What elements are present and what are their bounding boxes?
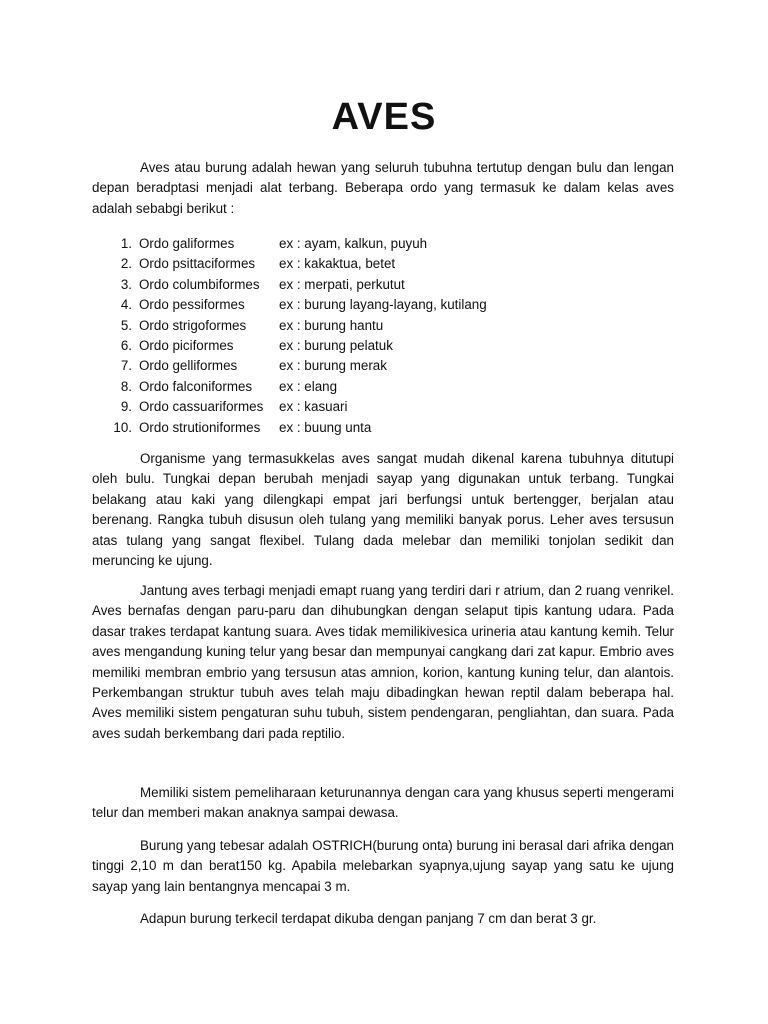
ordo-example: ex : merpati, perkutut	[279, 276, 405, 292]
list-item	[112, 254, 532, 274]
item-number: 1.	[120, 236, 132, 251]
list-item	[112, 234, 532, 254]
ordo-name: Ordo psittaciformes	[139, 256, 256, 272]
ordo-name: Ordo pessiformes	[139, 297, 245, 313]
ordo-example: ex : buung unta	[279, 419, 372, 435]
ordo-name: Ordo strigoformes	[139, 317, 247, 333]
ordo-name: Ordo cassuariformes	[139, 399, 264, 415]
item-number: 6.	[120, 337, 132, 353]
body-paragraph: Adapun burung terkecil terdapat dikuba dengan panjang 7 cm dan berat 3 gr.	[140, 911, 597, 926]
list-item	[112, 336, 532, 356]
list-item	[112, 377, 532, 397]
body-paragraph: Burung yang tebesar adalah OSTRICH(burung onta) burung ini berasal dari afrika dengan tinggi 2,10 m dan berat150 kg. Apabila melebarkan syapnya,ujung sayap yang satu ke ujung sayap yang lain bentangnya mencapai 3 m.	[92, 838, 674, 894]
intro-paragraph: Aves atau burung adalah hewan yang seluruh tubuhna tertutup dengan bulu dan lengan depan beradptasi menjadi alat terbang. Beberapa ordo yang termasuk ke dalam kelas aves adalah sebabgi berikut :	[92, 160, 674, 216]
page-title: AVES	[331, 96, 437, 138]
list-item	[112, 397, 532, 417]
item-number: 9.	[120, 399, 132, 415]
ordo-name: Ordo gelliformes	[139, 358, 238, 374]
ordo-name: Ordo piciformes	[139, 337, 234, 353]
body-paragraph: Jantung aves terbagi menjadi emapt ruang yang terdiri dari r atrium, dan 2 ruang venrikel. Aves bernafas dengan paru-paru dan dihubungkan dengan selaput tipis kantung udara. Pada dasar trakes terdapat kantung suara. Aves tidak memilikivesica urineria atau kantung kemih. Telur aves mengandung kuning telur yang besar dan mempunyai cangkang dari zat kapur. Embrio aves memiliki membran embrio yang tersusun atas amnion, korion, kantung kuning telur, dan alantois. Perkembangan struktur tubuh aves telah maju dibadingkan hewan reptil dalam beberapa hal. Aves memiliki sistem pengaturan suhu tubuh, sistem pendengaran, pengliahtan, dan suara. Pada aves sudah berkembang dari pada reptilio.	[92, 583, 674, 741]
ordo-name: Ordo falconiformes	[139, 378, 253, 394]
orders-list	[112, 234, 532, 438]
list-item	[112, 316, 532, 336]
list-item	[112, 418, 532, 438]
body-paragraph: Memiliki sistem pemeliharaan keturunannya dengan cara yang khusus seperti mengerami telur dan memberi makan anaknya sampai dewasa.	[92, 785, 674, 821]
ordo-name: Ordo galiformes	[139, 236, 235, 251]
ordo-name: Ordo strutioniformes	[139, 419, 261, 435]
ordo-example: ex : burung merak	[279, 358, 387, 374]
item-number: 2.	[120, 256, 132, 272]
ordo-example: ex : burung hantu	[279, 317, 384, 333]
body-paragraph: Organisme yang termasukkelas aves sangat mudah dikenal karena tubuhnya ditutupi oleh bulu. Tungkai depan berubah menjadi sayap yang digunakan untuk terbang. Tungkai belakang atau kaki yang dilengkapi empat jari berfungsi untuk bertengger, berjalan atau berenang. Rangka tubuh disusun oleh tulang yang memiliki banyak porus. Leher aves tersusun atas tulang yang sangat flexibel. Tulang dada melebar dan memiliki tonjolan sedikit dan meruncing ke ujung.	[92, 451, 674, 569]
list-item	[112, 356, 532, 376]
item-number: 10.	[113, 419, 132, 435]
ordo-name: Ordo columbiformes	[139, 276, 260, 292]
ordo-example: ex : burung layang-layang, kutilang	[279, 297, 487, 313]
list-item	[112, 295, 532, 315]
ordo-example: ex : burung pelatuk	[279, 337, 393, 353]
ordo-example: ex : ayam, kalkun, puyuh	[279, 236, 428, 251]
list-item	[112, 275, 532, 295]
item-number: 8.	[120, 378, 132, 394]
item-number: 3.	[120, 276, 132, 292]
item-number: 5.	[120, 317, 132, 333]
ordo-example: ex : kakaktua, betet	[279, 256, 396, 272]
item-number: 4.	[120, 297, 132, 313]
item-number: 7.	[120, 358, 132, 374]
ordo-example: ex : elang	[279, 378, 338, 394]
ordo-example: ex : kasuari	[279, 399, 348, 415]
